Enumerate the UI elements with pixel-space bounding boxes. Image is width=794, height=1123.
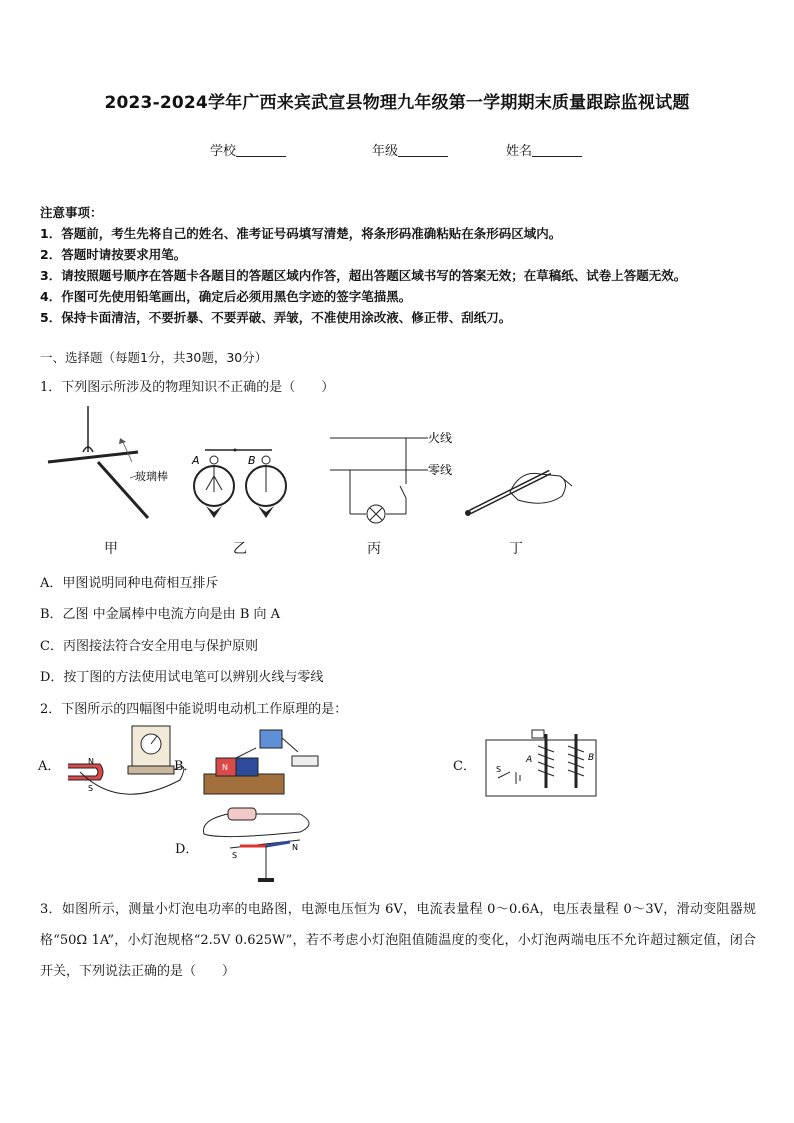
note-item: 4．作图可先使用铅笔画出，确定后必须用黑色字迹的签字笔描黑。: [40, 289, 412, 304]
figure-label-a: 甲: [104, 541, 118, 557]
electroscope-b-label: B: [248, 454, 256, 467]
electroscope-a-label: A: [192, 454, 200, 467]
magnet-s-label: S: [88, 784, 94, 793]
needle-s-label: S: [232, 851, 238, 860]
figure-label-d: 丁: [509, 541, 523, 557]
fig-c-circuit: [330, 430, 452, 523]
grade-label: 年级: [372, 144, 399, 159]
q1-stem: 1．下列图示所涉及的物理知识不正确的是（ ）: [40, 380, 335, 395]
q2-label-b: B．: [174, 759, 197, 774]
school-field: [210, 140, 286, 159]
section-heading: 一、选择题（每题1分，共30题，30分）: [40, 350, 268, 365]
q2-label-d: D．: [175, 842, 199, 857]
motor-n-label: N: [222, 763, 228, 772]
grade-field: [372, 140, 448, 159]
q2-figure-a: [60, 720, 200, 806]
school-label: 学校: [210, 144, 237, 159]
q1-option-c: C．丙图接法符合安全用电与保护原则: [40, 639, 258, 654]
nail-a-label: A: [526, 755, 533, 765]
grade-blank: [398, 144, 448, 157]
q2-stem: 2．下图所示的四幅图中能说明电动机工作原理的是：: [40, 702, 348, 717]
magnet-n-label: N: [88, 757, 94, 766]
note-item: 5．保持卡面清洁，不要折暴、不要弄破、弄皱，不准使用涂改液、修正带、刮纸刀。: [40, 310, 512, 325]
q2-figure-d: [200, 800, 330, 886]
notes-heading: 注意事项：: [40, 205, 103, 220]
name-blank: [532, 144, 582, 157]
fig-a-glass-rods: [48, 406, 168, 518]
page-title: 2023-2024学年广西来宾武宣县物理九年级第一学期期末质量跟踪监视试题: [104, 93, 690, 113]
q1-option-d: D．按丁图的方法使用试电笔可以辨别火线与零线: [40, 670, 324, 685]
live-wire-label: 火线: [428, 431, 453, 445]
neutral-wire-label: 零线: [428, 463, 453, 477]
q2-figure-b: [196, 722, 326, 802]
figure-label-c: 丙: [367, 541, 381, 557]
fig-d-test-pen: [465, 472, 572, 516]
glass-rod-label: 玻璃棒: [135, 470, 168, 483]
q1-figure: [40, 400, 580, 530]
note-item: 3．请按照题号顺序在答题卡各题目的答题区域内作答，超出答题区域书写的答案无效；在草稿纸、试卷上答题无效。: [40, 268, 687, 283]
q2-label-c: C．: [453, 759, 476, 774]
name-label: 姓名: [506, 144, 533, 159]
name-field: [506, 140, 582, 159]
q2-figure-c: [476, 726, 606, 800]
nail-b-label: B: [588, 753, 595, 763]
q1-option-a: A．甲图说明同种电荷相互排斥: [40, 576, 219, 591]
q2-label-a: A．: [38, 759, 61, 774]
school-blank: [236, 144, 286, 157]
needle-n-label: N: [292, 843, 298, 852]
fig-b-electroscopes: [191, 449, 286, 519]
q3-text: 3．如图所示，测量小灯泡电功率的电路图，电源电压恒为 6V，电流表量程 0～0.6A，电压表量程 0～3V，滑动变阻器规格“50Ω 1A”，小灯泡规格“2.5V 0.625W”，若不考虑小灯泡阻值随温度的变化，小灯泡两端电压不允许超过额定值，闭合开关，下列说法正确的是（ ）: [40, 902, 756, 979]
switch-s-label: S: [496, 765, 502, 774]
figure-label-b: 乙: [233, 541, 247, 557]
note-item: 2．答题时请按要求用笔。: [40, 247, 187, 262]
q1-option-b: B．乙图 中金属棒中电流方向是由 B 向 A: [40, 607, 281, 622]
note-item: 1．答题前，考生先将自己的姓名、准考证号码填写清楚，将条形码准确粘贴在条形码区域内。: [40, 226, 562, 241]
